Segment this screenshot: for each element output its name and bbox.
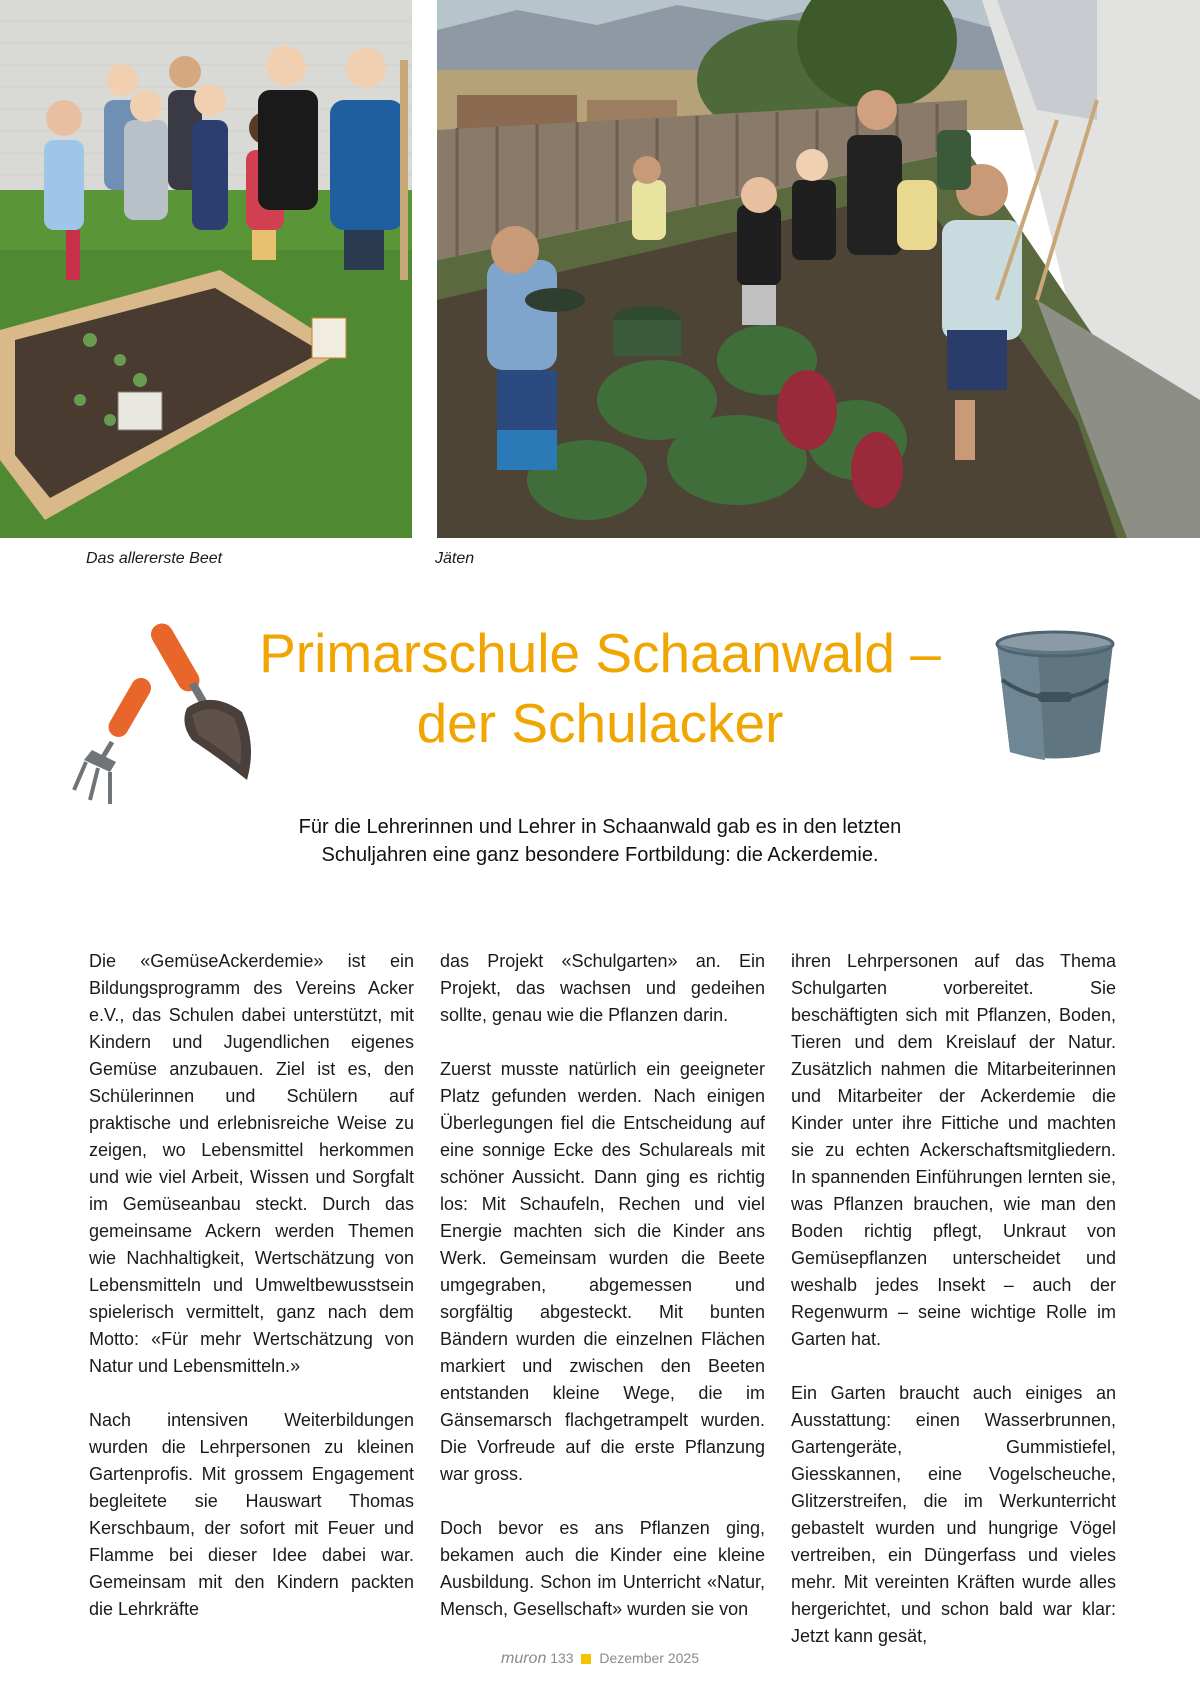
article-paragraph: Die «GemüseAckerdemie» ist ein Bildungsprogramm des Vereins Acker e.V., das Schulen dabei unterstützt, mit Kindern und Jugendlichen eigenes Gemüse anzubauen. Ziel ist es, den Schülerinnen und Schülern auf praktische und erlebnisreiche Weise zu zeigen, wo Lebensmittel herkommen und wie viel Arbeit, Wissen und Sorgfalt im Gemüseanbau steckt. Durch das gemeinsame Ackern werden Themen wie Nachhaltigkeit, Wertschätzung von Lebensmitteln und Umweltbewusstsein spielerisch vermittelt, ganz nach dem Motto: «Für mehr Wertschätzung von Natur und Lebensmitteln.» — [89, 951, 414, 1376]
magazine-name: muron — [500, 1650, 547, 1667]
issue-date: Dezember 2025 — [599, 1650, 699, 1666]
article-title — [230, 618, 970, 758]
article-lead-line2: Schuljahren eine ganz besondere Fortbildung: die Ackerdemie. — [321, 844, 879, 866]
article-column-3 — [791, 948, 1116, 1677]
bucket-icon — [990, 630, 1120, 765]
article-paragraph: das Projekt «Schulgarten» an. Ein Projekt, das wachsen und gedeihen sollte, genau wie die Pflanzen darin. — [440, 951, 765, 1025]
article-lead — [230, 813, 970, 869]
page-footer — [0, 1650, 1200, 1668]
article-paragraph: Ein Garten braucht auch einiges an Ausstattung: einen Wasserbrunnen, Gartengeräte, Gummistiefel, Giesskannen, eine Vogelscheuche, Glitzerstreifen, die im Werkunterricht gebastelt wurden und hungrige Vögel vertreiben, ein Düngerfass und vieles mehr. Mit vereinten Kräften wurde alles hergerichtet, und schon bald war klar: Jetzt kann gesät, — [791, 1383, 1116, 1646]
article-paragraph: Doch bevor es ans Pflanzen ging, bekamen auch die Kinder eine kleine Ausbildung. Schon im Unterricht «Natur, Mensch, Gesellschaft» wurden sie von — [440, 1518, 765, 1619]
photo-weeding — [437, 0, 1200, 538]
article-lead-line1: Für die Lehrerinnen und Lehrer in Schaanwald gab es in den letzten — [298, 816, 902, 838]
article-title-line1: Primarschule Schaanwald – — [259, 622, 941, 684]
caption-weeding: Jäten — [435, 550, 475, 567]
photo-first-bed — [0, 0, 412, 538]
article-column-1 — [89, 948, 414, 1650]
article-paragraph: ihren Lehrpersonen auf das Thema Schulgarten vorbereitet. Sie beschäftigten sich mit Pflanzen, Boden, Tieren und dem Kreislauf der Natur. Zusätzlich nahmen die Mitarbeiterinnen und Mitarbeiter der Ackerdemie die Kinder unter ihre Fittiche und machten sie zu echten Ackerschaftsmitgliedern. In spannenden Einführungen lernten sie, was Pflanzen brauchen, wie man den Boden richtig pflegt, Unkraut von Gemüsepflanzen unterscheidet und weshalb jedes Insekt – auch der Regenwurm – seine wichtige Rolle im Garten hat. — [791, 951, 1116, 1349]
article-paragraph: Zuerst musste natürlich ein geeigneter Platz gefunden werden. Nach einigen Überlegungen fiel die Entscheidung auf eine sonnige Ecke des Schulareals mit schöner Aussicht. Dann ging es richtig los: Mit Schaufeln, Rechen und viel Energie machten sich die Kinder ans Werk. Gemeinsam wurden die Beete umgegraben, abgemessen und sorgfältig abgesteckt. Mit bunten Bändern wurden die einzelnen Flächen markiert und zwischen den Beeten entstanden kleine Wege, die im Gänsemarsch flachgetrampelt wurden. Die Vorfreude auf die erste Pflanzung war gross. — [440, 1059, 765, 1484]
caption-first-bed: Das allererste Beet — [86, 550, 223, 567]
footer-square-icon — [581, 1654, 591, 1664]
article-column-2 — [440, 948, 765, 1650]
article-paragraph: Nach intensiven Weiterbildungen wurden die Lehrpersonen zu kleinen Gartenprofis. Mit grossem Engagement begleitete sie Hauswart Thomas Kerschbaum, der sofort mit Feuer und Flamme bei dieser Idee dabei war. Gemeinsam mit den Kindern packten die Lehrkräfte — [89, 1410, 414, 1619]
article-title-line2: der Schulacker — [416, 692, 784, 754]
issue-number: 133 — [550, 1650, 574, 1666]
